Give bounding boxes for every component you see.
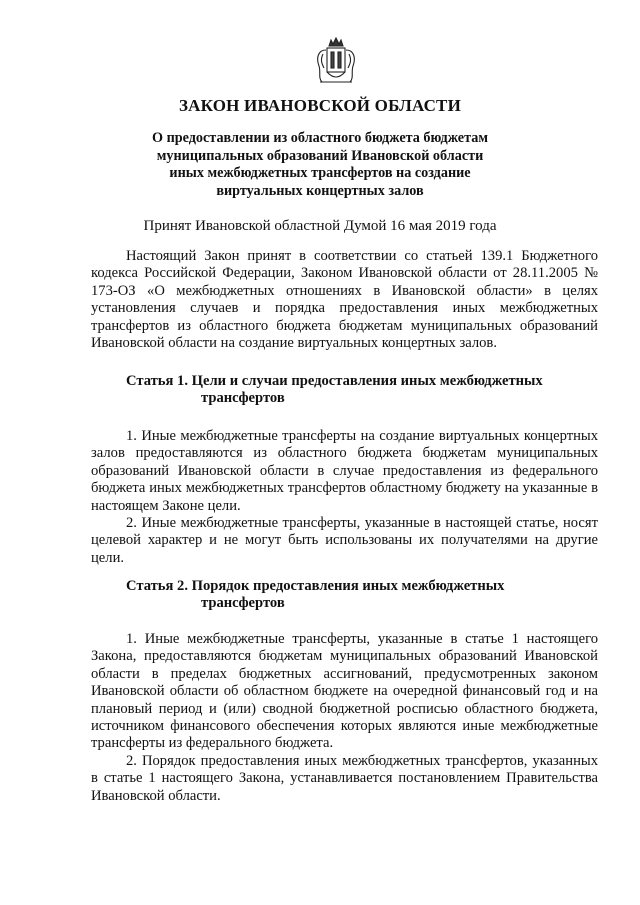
subtitle-line: муниципальных образований Ивановской области [156,147,484,164]
article-2-heading [126,578,586,613]
subtitle-line: виртуальных концертных залов [216,182,424,199]
article-1-heading [126,373,586,408]
article-1-paragraph-2: 2. Иные межбюджетные трансферты, указанные в настоящей статье, носят целевой характер и не могут быть использованы их получателями на другие цели. [91,515,598,566]
article-1-paragraph-1: 1. Иные межбюджетные трансферты на создание виртуальных концертных залов предоставляются из областного бюджета бюджетам муниципальных образований Ивановской области в случае предоставления из федерального бюджета иных межбюджетных трансфертов областному бюджету на указанные в настоящем Законе цели. [91,428,598,514]
subtitle-line: О предоставлении из областного бюджета бюджетам [151,130,489,146]
article-heading-line: трансфертов [201,595,285,612]
article-2-paragraph-1: 1. Иные межбюджетные трансферты, указанные в статье 1 настоящего Закона, предоставляются бюджетам муниципальных образований Ивановской области в пределах бюджетных ассигнований, предусмотренных законом Ивановской области об областном бюджете на очередной финансовый год и на плановый период и (или) сводной бюджетной росписью областного бюджета, источником финансового обеспечения которых являются иные межбюджетные трансферты из федерального бюджета. [91,631,598,752]
law-subtitle [120,130,520,200]
law-title: ЗАКОН ИВАНОВСКОЙ ОБЛАСТИ [178,96,462,115]
article-heading-line: Статья 1. Цели и случаи предоставления иных межбюджетных [126,373,543,389]
subtitle-line: иных межбюджетных трансфертов на создание [169,165,471,181]
adoption-date: Принят Ивановской областной Думой 16 мая 2019 года [143,218,497,234]
coat-of-arms-icon [314,36,358,88]
article-heading-line: Статья 2. Порядок предоставления иных межбюджетных [126,578,505,594]
preamble-paragraph: Настоящий Закон принят в соответствии со статьей 139.1 Бюджетного кодекса Российской Федерации, Законом Ивановской области от 28.11.2005 № 173-ОЗ «О межбюджетных отношениях в Ивановской области» в целях установления случаев и порядка предоставления иных межбюджетных трансфертов из областного бюджета бюджетам муниципальных образований Ивановской области на создание виртуальных концертных залов. [91,248,598,352]
article-heading-line: трансфертов [201,390,285,407]
article-2-paragraph-2: 2. Порядок предоставления иных межбюджетных трансфертов, указанных в статье 1 настоящего Закона, устанавливается постановлением Правительства Ивановской области. [91,753,598,804]
